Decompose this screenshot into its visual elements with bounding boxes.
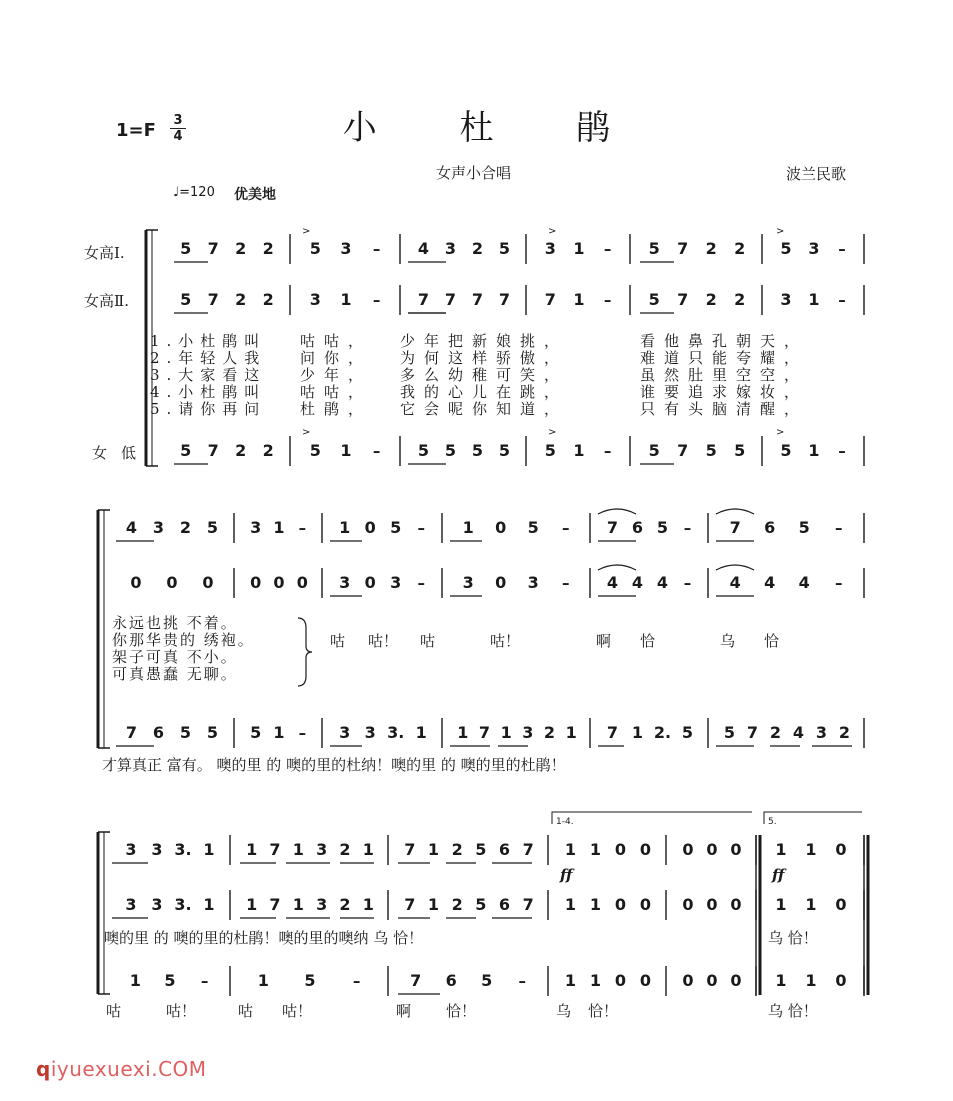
- note: 7: [729, 518, 741, 537]
- note: 2: [179, 518, 192, 537]
- note: 0: [730, 971, 742, 990]
- note: 5: [656, 518, 669, 537]
- note: 1: [246, 840, 258, 859]
- lyric-text: 咕: [238, 1002, 254, 1020]
- note: 3: [390, 573, 402, 592]
- lyric-text: 难道只能夸耀，: [640, 349, 809, 367]
- note: 1: [203, 895, 215, 914]
- volta-label: 5.: [768, 817, 777, 827]
- note: 2: [451, 895, 463, 914]
- note: 1: [775, 840, 787, 859]
- note: 3: [808, 239, 820, 258]
- note: 1: [257, 971, 269, 990]
- lyric-text: 啊: [396, 1002, 412, 1020]
- lyric-text: 啊: [596, 632, 612, 650]
- note: 1: [589, 895, 602, 914]
- lyric-text: 只有头脑清醒，: [640, 400, 809, 418]
- note: 3: [780, 290, 792, 309]
- note: 7: [544, 290, 556, 309]
- note: 5: [780, 239, 792, 258]
- lyric-text: 它会呢你知道，: [400, 400, 569, 418]
- note-dash: –: [683, 574, 692, 592]
- note: 3: [340, 239, 352, 258]
- watermark-logo: qiyuexuexi.COM: [36, 1057, 207, 1081]
- note: 1: [427, 895, 440, 914]
- note: 6: [152, 723, 165, 742]
- note: 2: [769, 723, 782, 742]
- note: 1: [273, 723, 285, 742]
- note-dash: –: [200, 972, 209, 990]
- note: 3: [339, 723, 351, 742]
- lyric-text: 可真愚蠢 无聊。: [112, 665, 238, 683]
- note-dash: –: [298, 724, 307, 742]
- note: 0: [639, 840, 652, 859]
- note: 7: [417, 290, 430, 309]
- note: 2: [451, 840, 463, 859]
- lyric-text: 少年，: [300, 366, 373, 384]
- lyric-text: 咕: [330, 632, 346, 650]
- note: 2: [705, 290, 717, 309]
- note-dash: –: [417, 519, 425, 537]
- accent-mark: >: [548, 427, 557, 438]
- note: 5: [705, 441, 717, 460]
- note: 1: [273, 518, 285, 537]
- note: 1: [805, 840, 817, 859]
- note: 0: [639, 895, 652, 914]
- lyric-text: 问你，: [300, 349, 373, 367]
- note: 5: [180, 239, 192, 258]
- note: 5: [648, 441, 660, 460]
- note: 7: [269, 840, 281, 859]
- note: 1: [129, 971, 141, 990]
- note: 0: [614, 840, 627, 859]
- note: 0: [835, 895, 847, 914]
- note: 5: [390, 518, 402, 537]
- accent-mark: >: [302, 226, 311, 237]
- note: 7: [444, 290, 457, 309]
- note: 7: [410, 971, 422, 990]
- note: 0: [706, 971, 718, 990]
- note: 0: [364, 573, 376, 592]
- note-dash: –: [352, 972, 361, 990]
- note: 1: [805, 971, 817, 990]
- lyric-text: 多么幼稚可笑，: [400, 366, 569, 384]
- lyric-text: 咕: [106, 1002, 122, 1020]
- note: 0: [273, 573, 285, 592]
- note: 1: [775, 971, 787, 990]
- voice-label-alto-b: 低: [121, 444, 137, 462]
- lyric-text: 咕！: [368, 632, 399, 650]
- note: 2: [471, 239, 484, 258]
- note: 6: [498, 895, 511, 914]
- note: 4: [792, 723, 805, 742]
- note: 2: [262, 239, 274, 258]
- lyric-text: 咕！: [490, 632, 521, 650]
- lyric-brace: [298, 618, 312, 686]
- note: 3: [151, 840, 163, 859]
- note-dash: –: [838, 291, 846, 309]
- note: 3: [316, 895, 328, 914]
- note: 6: [445, 971, 457, 990]
- note: 5: [471, 441, 484, 460]
- note: 1: [339, 518, 351, 537]
- composer: 波兰民歌: [786, 165, 847, 183]
- note: 1: [808, 441, 820, 460]
- note: 5: [180, 290, 192, 309]
- note: 0: [495, 573, 507, 592]
- note: 4: [606, 573, 619, 592]
- song-title: 小 杜 鹃: [342, 108, 647, 148]
- note: 1: [500, 723, 512, 742]
- volta-bracket-1: [552, 812, 752, 824]
- lyric-text: 才算真正 富有。 噢的里 的 噢的里的杜纳！噢的里 的 噢的里的杜鹃！: [102, 756, 566, 774]
- note: 2: [235, 441, 247, 460]
- note: 6: [498, 840, 511, 859]
- note: 6: [631, 518, 644, 537]
- note: 0: [296, 573, 308, 592]
- note: 7: [746, 723, 759, 742]
- tempo-mark: ♩=120: [173, 185, 215, 200]
- note-dash: –: [603, 240, 612, 258]
- note: 7: [207, 441, 219, 460]
- note: 1: [573, 290, 585, 309]
- note: 1: [362, 895, 374, 914]
- note: 5: [498, 441, 511, 460]
- lyric-text: 乌: [720, 632, 736, 650]
- note: 1: [564, 895, 577, 914]
- lyric-text: 乌: [556, 1002, 572, 1020]
- note: 1: [340, 441, 352, 460]
- note: 0: [682, 840, 694, 859]
- note-dash: –: [372, 240, 381, 258]
- note: 7: [207, 239, 219, 258]
- note: 0: [835, 971, 847, 990]
- dynamic-mark: ff: [560, 866, 573, 884]
- note: 0: [730, 840, 742, 859]
- note: 5: [681, 723, 694, 742]
- note: 1: [631, 723, 644, 742]
- note: 7: [522, 840, 534, 859]
- note: 7: [677, 290, 689, 309]
- note: 2: [734, 239, 746, 258]
- note: 0: [166, 573, 178, 592]
- lyric-text: 你那华贵的 绣袍。: [112, 631, 255, 649]
- note-dash: –: [838, 442, 846, 460]
- lyric-text: 恰: [764, 632, 780, 650]
- note: 1: [573, 239, 585, 258]
- lyric-text: 恰: [640, 632, 656, 650]
- note: 1: [292, 840, 304, 859]
- note: 2: [262, 441, 274, 460]
- note: 1: [589, 971, 602, 990]
- note-dash: –: [683, 519, 692, 537]
- note: 7: [471, 290, 484, 309]
- note-dash: –: [417, 574, 425, 592]
- note: 1: [462, 518, 474, 537]
- note: 5: [250, 723, 262, 742]
- note: 0: [250, 573, 262, 592]
- note: 0: [495, 518, 507, 537]
- note: 7: [269, 895, 281, 914]
- note: 2: [339, 895, 351, 914]
- note: 1: [203, 840, 215, 859]
- note: 3.: [174, 840, 192, 859]
- lyric-text: 杜鹃，: [300, 400, 373, 418]
- lyric-text: 咕咕，: [300, 332, 373, 350]
- note: 5: [309, 441, 321, 460]
- note: 5: [164, 971, 176, 990]
- slur: [598, 509, 636, 514]
- lyric-text: 恰！: [588, 1002, 619, 1020]
- note: 4: [798, 573, 810, 592]
- lyric-text: 少年把新娘挑，: [400, 332, 569, 350]
- note: 1: [564, 971, 577, 990]
- note: 1: [246, 895, 258, 914]
- voice-label-alto-a: 女: [92, 444, 108, 462]
- note: 2: [262, 290, 274, 309]
- subtitle: 女声小合唱: [436, 164, 512, 182]
- note: 4: [125, 518, 138, 537]
- slur: [716, 509, 754, 514]
- note: 3: [527, 573, 539, 592]
- note: 5: [648, 290, 660, 309]
- lyric-text: 我的心儿在跳，: [400, 383, 569, 401]
- note-dash: –: [372, 291, 381, 309]
- note: 7: [606, 518, 619, 537]
- note: 7: [207, 290, 219, 309]
- note: 1: [805, 895, 817, 914]
- dynamic-mark: ff: [772, 866, 785, 884]
- volta-bracket-2: [764, 812, 862, 824]
- note: 3: [444, 239, 457, 258]
- note: 0: [706, 840, 718, 859]
- lyric-text: 咕: [420, 632, 436, 650]
- note-dash: –: [298, 519, 307, 537]
- note: 3: [815, 723, 828, 742]
- lyric-text: 2.年轻人我: [150, 349, 267, 367]
- note: 1: [457, 723, 469, 742]
- note: 5: [798, 518, 810, 537]
- note: 4: [764, 573, 776, 592]
- note: 0: [364, 518, 376, 537]
- note: 3: [462, 573, 474, 592]
- lyric-text: 咕！: [166, 1002, 197, 1020]
- note: 3: [152, 518, 165, 537]
- lyric-text: 谁要追求嫁妆，: [640, 383, 809, 401]
- volta-label: 1-4.: [556, 817, 574, 827]
- accent-mark: >: [548, 226, 557, 237]
- note: 3.: [174, 895, 192, 914]
- note: 7: [677, 441, 689, 460]
- note-dash: –: [603, 291, 612, 309]
- note: 5: [481, 971, 493, 990]
- note: 7: [522, 895, 534, 914]
- note: 3: [316, 840, 328, 859]
- note: 1: [362, 840, 374, 859]
- note: 2: [235, 290, 247, 309]
- note: 7: [404, 895, 416, 914]
- note: 5: [417, 441, 430, 460]
- voice-label-soprano2: 女高Ⅱ.: [84, 292, 129, 310]
- note: 5: [527, 518, 539, 537]
- slur: [716, 565, 754, 570]
- note: 3: [339, 573, 351, 592]
- note: 5: [498, 239, 511, 258]
- note: 1: [564, 840, 577, 859]
- note: 2: [734, 290, 746, 309]
- note: 5: [544, 441, 556, 460]
- slur: [598, 565, 636, 570]
- note: 0: [202, 573, 214, 592]
- note: 1: [775, 895, 787, 914]
- note: 3: [522, 723, 534, 742]
- lyric-text: 咕！: [282, 1002, 313, 1020]
- note: 5: [180, 441, 192, 460]
- note: 1: [808, 290, 820, 309]
- lyric-text: 看他鼻孔朝天，: [640, 332, 809, 350]
- accent-mark: >: [776, 427, 785, 438]
- note: 7: [404, 840, 416, 859]
- note: 7: [677, 239, 689, 258]
- note: 1: [340, 290, 352, 309]
- lyric-text: 为何这样骄傲，: [400, 349, 569, 367]
- note-dash: –: [518, 972, 526, 990]
- lyric-text: 永远也挑 不着。: [112, 614, 238, 632]
- note: 5: [475, 895, 487, 914]
- note: 2.: [653, 723, 672, 742]
- lyric-text: 3.大家看这: [150, 366, 267, 384]
- note-dash: –: [562, 519, 570, 537]
- note: 5: [206, 723, 219, 742]
- key-signature: 1=F: [116, 120, 156, 141]
- note: 3: [364, 723, 376, 742]
- note: 3: [544, 239, 556, 258]
- note: 7: [125, 723, 138, 742]
- note: 5: [179, 723, 192, 742]
- note: 3.: [387, 723, 405, 742]
- lyric-text: 1.小杜鹃叫: [150, 332, 267, 350]
- lyric-text: 乌 恰！: [768, 929, 818, 947]
- note: 3: [125, 895, 137, 914]
- note: 7: [478, 723, 491, 742]
- time-sig-top: 3: [173, 113, 183, 128]
- note: 0: [614, 895, 627, 914]
- note: 5: [309, 239, 321, 258]
- note: 0: [706, 895, 718, 914]
- lyric-text: 4.小杜鹃叫: [150, 383, 267, 401]
- note: 5: [475, 840, 487, 859]
- note: 0: [614, 971, 627, 990]
- note: 2: [705, 239, 717, 258]
- note-dash: –: [835, 574, 843, 592]
- note: 2: [543, 723, 556, 742]
- lyric-text: 咕咕，: [300, 383, 373, 401]
- note: 5: [444, 441, 457, 460]
- note: 4: [729, 573, 741, 592]
- note: 1: [589, 840, 602, 859]
- note: 5: [304, 971, 316, 990]
- lyric-text: 乌 恰！: [768, 1002, 818, 1020]
- lyric-text: 5.请你再问: [150, 400, 267, 418]
- note: 2: [838, 723, 851, 742]
- lyric-text: 架子可真 不小。: [112, 648, 238, 666]
- note-dash: –: [372, 442, 381, 460]
- note: 0: [682, 895, 694, 914]
- note: 4: [417, 239, 430, 258]
- note: 2: [235, 239, 247, 258]
- note: 3: [151, 895, 163, 914]
- note: 6: [764, 518, 776, 537]
- lyric-text: 恰！: [446, 1002, 477, 1020]
- note-dash: –: [562, 574, 570, 592]
- accent-mark: >: [302, 427, 311, 438]
- note: 0: [682, 971, 694, 990]
- voice-label-soprano1: 女高Ⅰ.: [84, 244, 125, 262]
- note: 1: [415, 723, 427, 742]
- note: 5: [648, 239, 660, 258]
- time-sig-bottom: 4: [173, 129, 183, 144]
- note: 5: [780, 441, 792, 460]
- note: 1: [565, 723, 577, 742]
- note-dash: –: [838, 240, 846, 258]
- note: 1: [292, 895, 304, 914]
- expression-mark: 优美地: [234, 187, 276, 203]
- lyric-text: 噢的里 的 噢的里的杜鹃！噢的里的噢纳 乌 恰！: [104, 929, 424, 947]
- note-dash: –: [835, 519, 843, 537]
- note: 4: [656, 573, 669, 592]
- note: 1: [573, 441, 585, 460]
- accent-mark: >: [776, 226, 785, 237]
- note: 4: [631, 573, 644, 592]
- lyric-text: 虽然肚里空空，: [640, 366, 809, 384]
- note: 0: [835, 840, 847, 859]
- note: 1: [427, 840, 440, 859]
- note: 0: [130, 573, 142, 592]
- note: 5: [723, 723, 736, 742]
- note: 7: [606, 723, 619, 742]
- note: 3: [309, 290, 321, 309]
- note: 2: [339, 840, 351, 859]
- note-dash: –: [603, 442, 612, 460]
- note: 3: [250, 518, 262, 537]
- note: 7: [498, 290, 511, 309]
- note: 0: [639, 971, 652, 990]
- note: 5: [206, 518, 219, 537]
- note: 5: [734, 441, 746, 460]
- note: 3: [125, 840, 137, 859]
- note: 0: [730, 895, 742, 914]
